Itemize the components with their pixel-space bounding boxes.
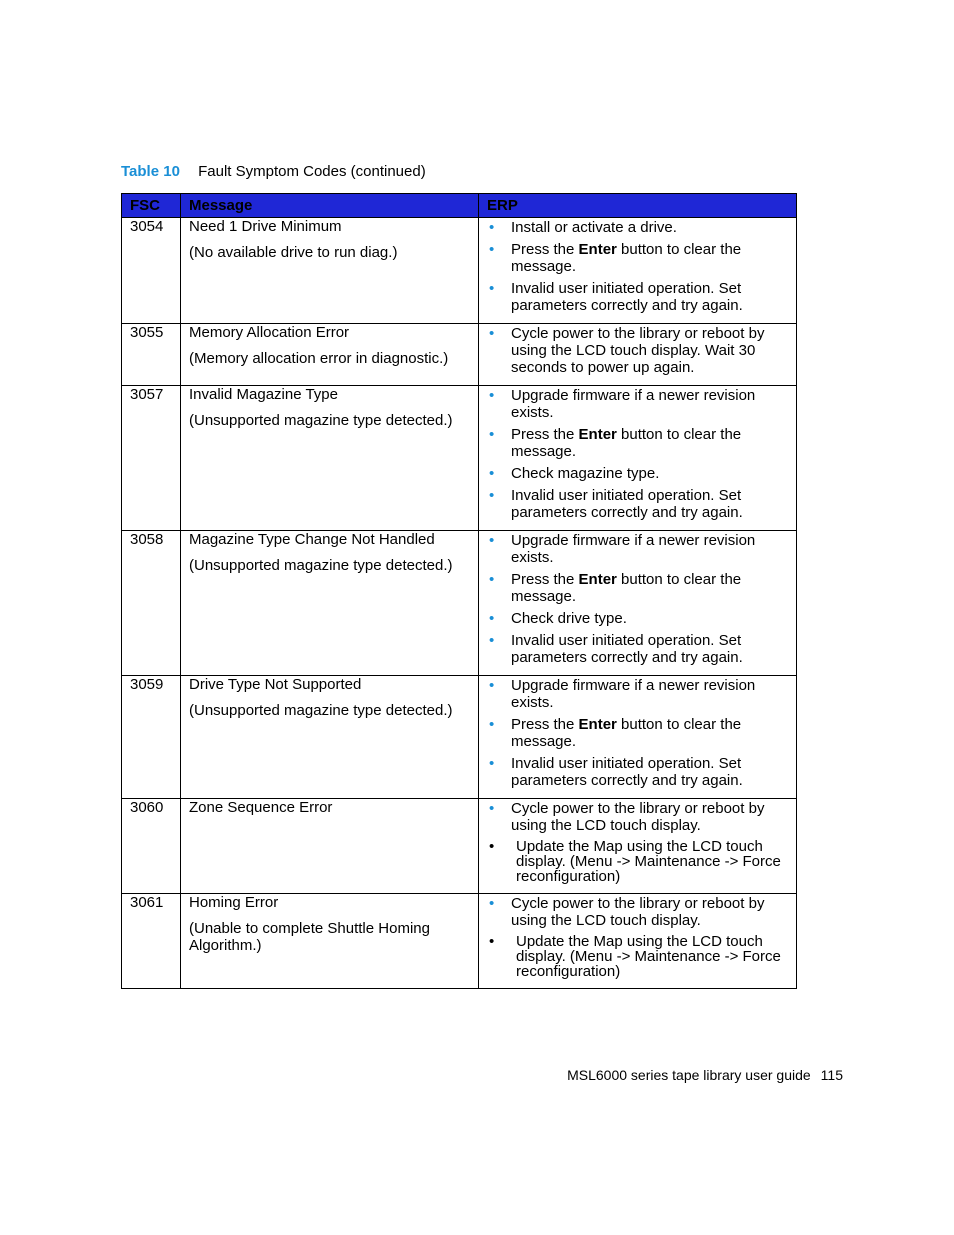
message-detail: (Unsupported magazine type detected.) bbox=[189, 412, 453, 429]
message-detail: (Unsupported magazine type detected.) bbox=[189, 702, 453, 719]
erp-list bbox=[487, 325, 788, 376]
erp-item bbox=[487, 280, 788, 314]
erp-text: Invalid user initiated operation. Set parameters correctly and try again. bbox=[511, 280, 743, 314]
erp-item bbox=[487, 487, 788, 521]
erp-cell bbox=[479, 218, 797, 324]
erp-item bbox=[487, 465, 788, 482]
erp-list bbox=[487, 677, 788, 789]
message-cell bbox=[181, 218, 479, 324]
erp-list bbox=[487, 800, 788, 884]
message-cell bbox=[181, 894, 479, 989]
message-title: Need 1 Drive Minimum bbox=[189, 218, 342, 235]
message-title: Drive Type Not Supported bbox=[189, 676, 362, 693]
erp-item bbox=[487, 325, 788, 376]
erp-cell bbox=[479, 799, 797, 894]
page-footer bbox=[567, 1067, 843, 1083]
erp-text: Press the bbox=[511, 571, 579, 588]
erp-text: Invalid user initiated operation. Set parameters correctly and try again. bbox=[511, 632, 743, 666]
erp-text: Invalid user initiated operation. Set parameters correctly and try again. bbox=[511, 487, 743, 521]
erp-cell bbox=[479, 324, 797, 386]
fsc-code: 3061 bbox=[122, 894, 181, 989]
erp-item bbox=[487, 610, 788, 627]
message-title: Memory Allocation Error bbox=[189, 324, 350, 341]
message-title: Invalid Magazine Type bbox=[189, 386, 338, 403]
erp-item bbox=[487, 677, 788, 711]
table-title: Fault Symptom Codes (continued) bbox=[198, 163, 426, 180]
message-detail: (Unable to complete Shuttle Homing Algorithm.) bbox=[189, 920, 430, 954]
erp-item bbox=[487, 934, 788, 979]
message-title: Magazine Type Change Not Handled bbox=[189, 531, 435, 548]
erp-item bbox=[487, 716, 788, 750]
erp-text: button to clear the message. bbox=[511, 716, 742, 750]
table-caption bbox=[121, 163, 426, 180]
message-title: Zone Sequence Error bbox=[189, 799, 333, 816]
erp-text: Press the bbox=[511, 716, 579, 733]
table-row bbox=[122, 799, 797, 894]
fsc-code: 3060 bbox=[122, 799, 181, 894]
table-row bbox=[122, 531, 797, 676]
fsc-code: 3059 bbox=[122, 676, 181, 799]
message-cell bbox=[181, 799, 479, 894]
enter-key-label: Enter bbox=[578, 426, 617, 443]
table-row bbox=[122, 894, 797, 989]
erp-text: Update the Map using the LCD touch display. (Menu -> Maintenance -> Force reconfiguration) bbox=[516, 933, 781, 980]
message-detail: (Unsupported magazine type detected.) bbox=[189, 557, 453, 574]
fsc-code: 3054 bbox=[122, 218, 181, 324]
erp-item bbox=[487, 426, 788, 460]
enter-key-label: Enter bbox=[578, 241, 617, 258]
table-row bbox=[122, 218, 797, 324]
erp-cell bbox=[479, 531, 797, 676]
erp-text: Cycle power to the library or reboot by using the LCD touch display. bbox=[511, 895, 765, 929]
message-cell bbox=[181, 386, 479, 531]
erp-item bbox=[487, 387, 788, 421]
table-row bbox=[122, 324, 797, 386]
guide-title: MSL6000 series tape library user guide bbox=[567, 1067, 811, 1083]
erp-item bbox=[487, 800, 788, 834]
erp-text: Press the bbox=[511, 241, 579, 258]
erp-text: Check magazine type. bbox=[511, 465, 660, 482]
message-detail: (Memory allocation error in diagnostic.) bbox=[189, 350, 449, 367]
fsc-code: 3055 bbox=[122, 324, 181, 386]
erp-text: Cycle power to the library or reboot by using the LCD touch display. Wait 30 seconds to power up again. bbox=[511, 325, 765, 376]
enter-key-label: Enter bbox=[578, 716, 617, 733]
erp-text: Install or activate a drive. bbox=[511, 219, 677, 236]
enter-key-label: Enter bbox=[578, 571, 617, 588]
message-detail: (No available drive to run diag.) bbox=[189, 244, 398, 261]
erp-item bbox=[487, 571, 788, 605]
erp-cell bbox=[479, 676, 797, 799]
erp-text: Update the Map using the LCD touch display. (Menu -> Maintenance -> Force reconfiguration) bbox=[516, 838, 781, 885]
erp-item bbox=[487, 839, 788, 884]
erp-item bbox=[487, 895, 788, 929]
erp-text: button to clear the message. bbox=[511, 426, 742, 460]
erp-text: Check drive type. bbox=[511, 610, 627, 627]
table-header-row bbox=[122, 194, 797, 218]
erp-text: Invalid user initiated operation. Set parameters correctly and try again. bbox=[511, 755, 743, 789]
erp-list bbox=[487, 532, 788, 666]
erp-text: Upgrade firmware if a newer revision exists. bbox=[511, 387, 756, 421]
message-cell bbox=[181, 531, 479, 676]
header-message: Message bbox=[181, 194, 479, 218]
message-title: Homing Error bbox=[189, 894, 279, 911]
erp-item bbox=[487, 755, 788, 789]
erp-text: Cycle power to the library or reboot by using the LCD touch display. bbox=[511, 800, 765, 834]
table-number: Table 10 bbox=[121, 163, 180, 180]
erp-item bbox=[487, 241, 788, 275]
message-cell bbox=[181, 324, 479, 386]
fsc-code: 3058 bbox=[122, 531, 181, 676]
fsc-code: 3057 bbox=[122, 386, 181, 531]
erp-text: Press the bbox=[511, 426, 579, 443]
erp-cell bbox=[479, 894, 797, 989]
erp-item bbox=[487, 632, 788, 666]
erp-text: Upgrade firmware if a newer revision exists. bbox=[511, 677, 756, 711]
table-body bbox=[122, 218, 797, 989]
erp-item bbox=[487, 532, 788, 566]
header-fsc: FSC bbox=[122, 194, 181, 218]
erp-list bbox=[487, 895, 788, 979]
table-row bbox=[122, 386, 797, 531]
header-erp: ERP bbox=[479, 194, 797, 218]
erp-list bbox=[487, 219, 788, 314]
message-cell bbox=[181, 676, 479, 799]
table-row bbox=[122, 676, 797, 799]
erp-list bbox=[487, 387, 788, 521]
erp-item bbox=[487, 219, 788, 236]
page-number: 115 bbox=[820, 1067, 843, 1083]
erp-text: Upgrade firmware if a newer revision exists. bbox=[511, 532, 756, 566]
erp-text: button to clear the message. bbox=[511, 241, 742, 275]
erp-cell bbox=[479, 386, 797, 531]
fault-symptom-codes-table bbox=[121, 193, 797, 989]
erp-text: button to clear the message. bbox=[511, 571, 742, 605]
